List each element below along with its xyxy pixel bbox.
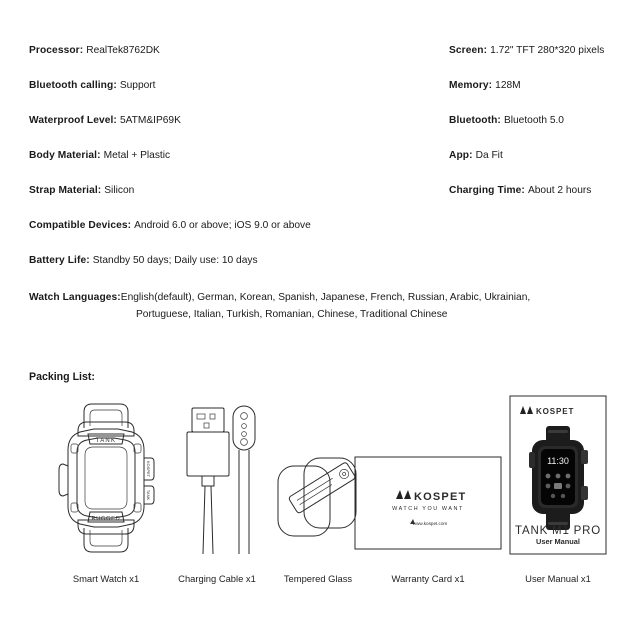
watch-languages-block <box>29 289 619 323</box>
spec-value: Android 6.0 or above; iOS 9.0 or above <box>134 220 311 231</box>
spec-compatible-devices <box>0 219 640 254</box>
brand-url: www.kospet.com <box>412 521 448 526</box>
spec-label: Compatible Devices: <box>29 220 132 231</box>
spec-value: Silicon <box>104 185 135 196</box>
packing-item-caption: Warranty Card x1 <box>391 573 465 584</box>
spec-label: App: <box>449 150 473 161</box>
watch-bottom-label: RUGGED <box>91 516 121 522</box>
spec-body-material <box>29 149 170 163</box>
spec-label: Processor: <box>29 45 84 56</box>
spec-row <box>0 149 640 184</box>
spec-memory <box>449 79 521 93</box>
spec-label: Screen: <box>449 45 488 56</box>
spec-processor <box>29 44 160 58</box>
spec-row <box>0 44 640 79</box>
spec-watch-languages <box>0 289 640 324</box>
packing-item-caption: User Manual x1 <box>525 573 591 584</box>
spec-label: Watch Languages: <box>29 292 121 303</box>
spec-label: Memory: <box>449 80 493 91</box>
manual-watch-time: 11:30 <box>547 456 569 466</box>
spec-waterproof-level <box>29 114 181 128</box>
brand-tagline: WATCH YOU WANT <box>392 506 464 512</box>
spec-row <box>0 184 640 219</box>
spec-bluetooth-calling <box>29 79 156 93</box>
spec-label: Bluetooth calling: <box>29 80 117 91</box>
user-manual-cover-icon <box>478 392 638 558</box>
spec-value: Bluetooth 5.0 <box>503 115 564 126</box>
spec-battery-life <box>0 254 640 289</box>
packing-item-caption: Smart Watch x1 <box>72 573 140 584</box>
packing-list-title: Packing List: <box>29 371 95 383</box>
spec-label: Bluetooth: <box>449 115 501 126</box>
packing-list-items <box>0 392 640 584</box>
spec-label: Body Material: <box>29 150 101 161</box>
spec-app <box>449 149 503 163</box>
brand-name: KOSPET <box>414 491 467 503</box>
spec-row <box>0 114 640 149</box>
spec-label: Waterproof Level: <box>29 115 117 126</box>
spec-strap-material <box>29 184 134 198</box>
spec-label: Battery Life: <box>29 255 90 266</box>
spec-value: About 2 hours <box>527 185 592 196</box>
spec-value: RealTek8762DK <box>86 45 160 56</box>
spec-value: Standby 50 days; Daily use: 10 days <box>92 255 258 266</box>
spec-value: Support <box>119 80 156 91</box>
brand-name: KOSPET <box>536 407 575 416</box>
spec-value-line-1: English(default), German, Korean, Spanish, Japanese, French, Russian, Arabic, Ukrainian, <box>120 292 531 303</box>
watch-side-button-label-bottom: TANK <box>146 489 151 501</box>
spec-value: Da Fit <box>475 150 503 161</box>
packing-item-user-manual <box>478 392 638 584</box>
watch-top-label: TANK <box>95 438 117 444</box>
spec-value: Metal + Plastic <box>103 150 171 161</box>
spec-label: Strap Material: <box>29 185 102 196</box>
packing-item-caption: Tempered Glass <box>283 573 353 584</box>
manual-subtitle: User Manual <box>536 537 580 546</box>
packing-item-caption: Charging Cable x1 <box>178 573 256 584</box>
specifications-table <box>0 44 640 324</box>
spec-value-line-2: Portuguese, Italian, Turkish, Romanian, Chinese, Traditional Chinese <box>136 309 448 320</box>
spec-screen <box>449 44 604 58</box>
spec-bluetooth <box>449 114 564 128</box>
manual-title: TANK M1 PRO <box>515 525 601 537</box>
spec-row <box>0 79 640 114</box>
spec-charging-time <box>449 184 591 198</box>
watch-side-button-label-top: KOSPET <box>146 460 151 478</box>
spec-label: Charging Time: <box>449 185 525 196</box>
spec-value: 128M <box>495 80 521 91</box>
spec-value: 1.72" TFT 280*320 pixels <box>490 45 605 56</box>
spec-value: 5ATM&IP69K <box>119 115 181 126</box>
